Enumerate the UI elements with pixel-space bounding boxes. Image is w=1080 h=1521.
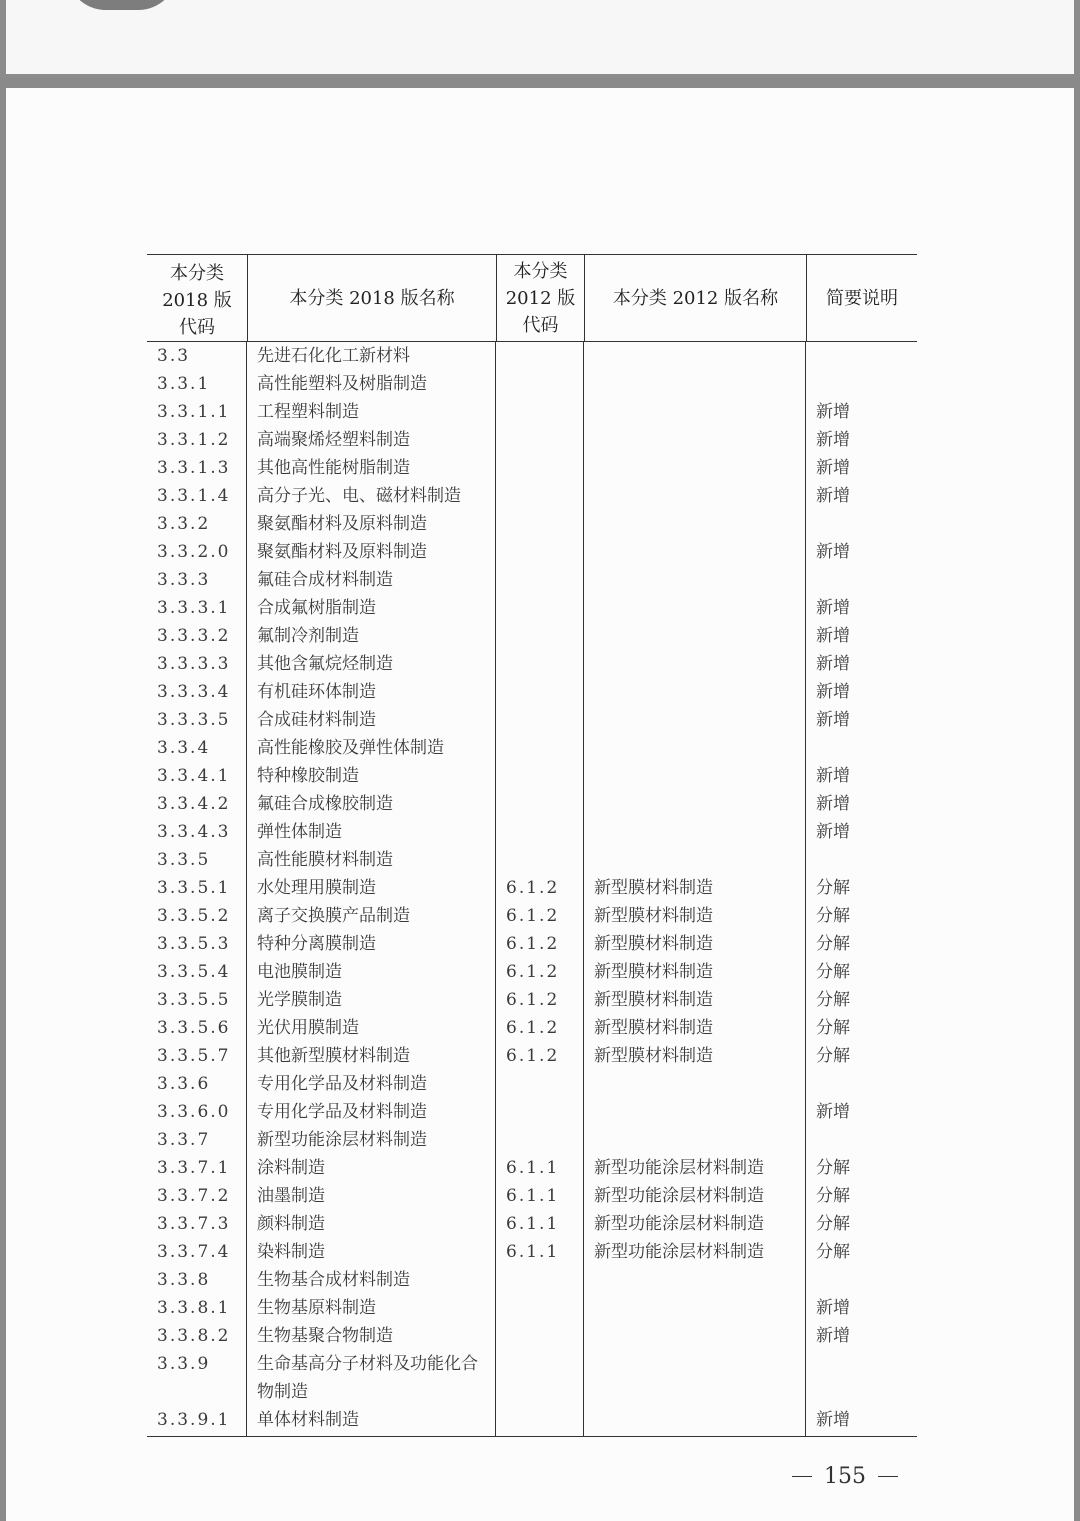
- cell-name-2012: [584, 398, 806, 426]
- cell-name-2018: 专用化学品及材料制造: [257, 1102, 427, 1122]
- cell-name-2018: 特种橡胶制造: [257, 766, 359, 786]
- cell-name-2012: [584, 1294, 806, 1322]
- table-row: [147, 1322, 917, 1350]
- cell-name-2018: 高性能塑料及树脂制造: [257, 374, 427, 394]
- cell-name-2018: 聚氨酯材料及原料制造: [257, 542, 427, 562]
- cell-name-2018: 合成硅材料制造: [257, 710, 376, 730]
- column-divider: [583, 342, 584, 1436]
- table-row: [147, 342, 917, 370]
- cell-code-2018: 3.3.5.4: [157, 962, 231, 982]
- cell-code-2012: 6.1.2: [506, 1018, 560, 1038]
- column-divider: [246, 342, 247, 1436]
- cell-code-2012: 6.1.2: [506, 962, 560, 982]
- cell-note: 新增: [816, 486, 850, 506]
- cell-code-2012: [496, 1098, 584, 1126]
- table-row: [147, 622, 917, 650]
- cell-name-2012: [584, 846, 806, 874]
- table-row: [147, 1182, 917, 1210]
- cell-name-2018: 有机硅环体制造: [257, 682, 376, 702]
- cell-code-2018: 3.3.4.2: [157, 794, 231, 814]
- table-row: [147, 706, 917, 734]
- cell-name-2018: 高端聚烯烃塑料制造: [257, 430, 410, 450]
- cell-note: 新增: [816, 654, 850, 674]
- table-row: [147, 958, 917, 986]
- table-row: [147, 762, 917, 790]
- table-row: [147, 1210, 917, 1238]
- cell-code-2012: 6.1.1: [506, 1158, 560, 1178]
- column-divider: [805, 342, 806, 1436]
- table-row: [147, 538, 917, 566]
- header-note: 简要说明: [806, 255, 917, 341]
- cell-code-2012: 6.1.2: [506, 1046, 560, 1066]
- cell-name-2018: 氟制冷剂制造: [257, 626, 359, 646]
- table-row: [147, 1098, 917, 1126]
- cell-code-2018: 3.3.5.2: [157, 906, 231, 926]
- cell-note: [806, 370, 917, 398]
- cell-code-2012: [496, 678, 584, 706]
- table-row: [147, 1126, 917, 1154]
- table-row: [147, 482, 917, 510]
- cell-name-2018: 生物基原料制造: [257, 1298, 376, 1318]
- cell-name-2012: 新型膜材料制造: [594, 934, 713, 954]
- cell-code-2012: [496, 818, 584, 846]
- cell-note: 新增: [816, 1326, 850, 1346]
- cell-name-2018: 高性能膜材料制造: [257, 850, 393, 870]
- cell-name-2012: 新型膜材料制造: [594, 1018, 713, 1038]
- cell-code-2018: 3.3.3.5: [157, 710, 231, 730]
- table-row: [147, 1294, 917, 1322]
- cell-name-2012: [584, 538, 806, 566]
- cell-name-2012: [584, 678, 806, 706]
- page-number-footer: [780, 1460, 910, 1492]
- cell-name-2012: 新型膜材料制造: [594, 1046, 713, 1066]
- cell-note: 分解: [816, 962, 850, 982]
- cell-name-2018: 涂料制造: [257, 1158, 325, 1178]
- cell-code-2018: 3.3.5.5: [157, 990, 231, 1010]
- cell-code-2018: 3.3: [157, 346, 191, 366]
- table-row: [147, 1042, 917, 1070]
- cell-name-2012: [584, 706, 806, 734]
- table-row: [147, 566, 917, 594]
- cell-code-2012: [496, 482, 584, 510]
- cell-name-2018: 单体材料制造: [257, 1410, 359, 1430]
- table-row: [147, 930, 917, 958]
- cell-name-2018: 水处理用膜制造: [257, 878, 376, 898]
- cell-code-2018: 3.3.4.1: [157, 766, 231, 786]
- cell-code-2012: [496, 1406, 584, 1434]
- cell-name-2018: 油墨制造: [257, 1186, 325, 1206]
- cell-name-2018: 染料制造: [257, 1242, 325, 1262]
- cell-code-2012: [496, 790, 584, 818]
- cell-note: 分解: [816, 990, 850, 1010]
- table-row: [147, 1070, 917, 1098]
- cell-note: 新增: [816, 542, 850, 562]
- cell-code-2018: 3.3.6: [157, 1074, 211, 1094]
- cell-note: [806, 342, 917, 370]
- dash-left: [792, 1476, 812, 1477]
- cell-name-2012: 新型膜材料制造: [594, 990, 713, 1010]
- cell-code-2012: [496, 1266, 584, 1294]
- cell-note: 新增: [816, 430, 850, 450]
- cell-name-2018: 高分子光、电、磁材料制造: [257, 486, 461, 506]
- cell-code-2012: [496, 1350, 584, 1406]
- cell-name-2012: [584, 734, 806, 762]
- cell-code-2018: 3.3.3.3: [157, 654, 231, 674]
- table-row: [147, 874, 917, 902]
- cell-code-2018: 3.3.5.3: [157, 934, 231, 954]
- table-header: [147, 255, 917, 342]
- cell-code-2012: [496, 650, 584, 678]
- cell-code-2018: 3.3.3.2: [157, 626, 231, 646]
- cell-code-2012: [496, 706, 584, 734]
- cell-code-2012: 6.1.1: [506, 1214, 560, 1234]
- cell-note: [806, 566, 917, 594]
- cell-note: [806, 510, 917, 538]
- table-row: [147, 1238, 917, 1266]
- cell-name-2018: 聚氨酯材料及原料制造: [257, 514, 427, 534]
- cell-code-2012: [496, 734, 584, 762]
- cell-code-2018: 3.3.9: [157, 1354, 211, 1374]
- cell-note: 新增: [816, 1298, 850, 1318]
- cell-name-2018: 特种分离膜制造: [257, 934, 376, 954]
- cell-code-2018: 3.3.7: [157, 1130, 211, 1150]
- cell-code-2018: 3.3.8.1: [157, 1298, 231, 1318]
- cell-note: 新增: [816, 766, 850, 786]
- table-body: [147, 342, 917, 1436]
- cell-code-2012: 6.1.1: [506, 1186, 560, 1206]
- table-row: [147, 398, 917, 426]
- table-row: [147, 678, 917, 706]
- cell-code-2018: 3.3.3.4: [157, 682, 231, 702]
- cell-code-2018: 3.3.1: [157, 374, 211, 394]
- dash-right: [878, 1476, 898, 1477]
- cell-code-2012: 6.1.2: [506, 934, 560, 954]
- cell-note: 新增: [816, 598, 850, 618]
- cell-code-2012: [496, 1294, 584, 1322]
- table-row: [147, 986, 917, 1014]
- classification-table: [147, 254, 917, 1437]
- cell-name-2018: 颜料制造: [257, 1214, 325, 1234]
- cell-name-2012: [584, 566, 806, 594]
- table-row: [147, 1406, 917, 1434]
- cell-code-2018: 3.3.7.4: [157, 1242, 231, 1262]
- cell-code-2012: [496, 1126, 584, 1154]
- cell-code-2012: [496, 426, 584, 454]
- cell-note: 分解: [816, 1018, 850, 1038]
- cell-note: 分解: [816, 1242, 850, 1262]
- header-name-2012: 本分类 2012 版名称: [584, 255, 806, 341]
- cell-note: 分解: [816, 878, 850, 898]
- cell-name-2012: [584, 342, 806, 370]
- cell-name-2012: [584, 510, 806, 538]
- cell-name-2012: [584, 594, 806, 622]
- cell-name-2012: 新型膜材料制造: [594, 906, 713, 926]
- cell-code-2018: 3.3.2.0: [157, 542, 231, 562]
- cell-name-2018: 其他高性能树脂制造: [257, 458, 410, 478]
- cell-note: 新增: [816, 1410, 850, 1430]
- table-row: [147, 594, 917, 622]
- cell-note: [806, 1126, 917, 1154]
- table-row: [147, 734, 917, 762]
- cell-code-2018: 3.3.8: [157, 1270, 211, 1290]
- cell-code-2012: [496, 1322, 584, 1350]
- cell-name-2012: [584, 818, 806, 846]
- cell-name-2018: 光伏用膜制造: [257, 1018, 359, 1038]
- cell-code-2018: 3.3.7.2: [157, 1186, 231, 1206]
- page-number: 155: [824, 1463, 866, 1489]
- cell-code-2012: [496, 1070, 584, 1098]
- cell-note: 新增: [816, 794, 850, 814]
- cell-name-2012: 新型功能涂层材料制造: [594, 1214, 764, 1234]
- cell-name-2012: [584, 762, 806, 790]
- cell-note: 分解: [816, 934, 850, 954]
- cell-name-2018: 其他含氟烷烃制造: [257, 654, 393, 674]
- cell-name-2018: 弹性体制造: [257, 822, 342, 842]
- cell-code-2018: 3.3.4: [157, 738, 211, 758]
- cell-name-2018: 专用化学品及材料制造: [257, 1074, 427, 1094]
- cell-note: 新增: [816, 1102, 850, 1122]
- cell-note: [806, 1266, 917, 1294]
- previous-page: [6, 0, 1074, 74]
- cell-name-2012: [584, 1266, 806, 1294]
- cell-code-2018: 3.3.1.1: [157, 402, 231, 422]
- cell-code-2012: [496, 398, 584, 426]
- cell-code-2018: 3.3.7.1: [157, 1158, 231, 1178]
- table-row: [147, 1014, 917, 1042]
- cell-name-2018: 离子交换膜产品制造: [257, 906, 410, 926]
- table-row: [147, 650, 917, 678]
- cell-name-2018: 氟硅合成材料制造: [257, 570, 393, 590]
- cell-code-2012: [496, 370, 584, 398]
- cell-code-2018: 3.3.8.2: [157, 1326, 231, 1346]
- page-tab-decoration: [66, 0, 178, 10]
- cell-code-2018: 3.3.3.1: [157, 598, 231, 618]
- column-divider: [495, 342, 496, 1436]
- cell-code-2018: 3.3.9.1: [157, 1410, 231, 1430]
- table-row: [147, 370, 917, 398]
- cell-name-2012: [584, 370, 806, 398]
- cell-name-2012: [584, 1322, 806, 1350]
- cell-code-2012: 6.1.1: [506, 1242, 560, 1262]
- cell-name-2012: [584, 650, 806, 678]
- cell-note: 分解: [816, 1214, 850, 1234]
- cell-note: 分解: [816, 1046, 850, 1066]
- cell-name-2012: [584, 454, 806, 482]
- table-row: [147, 818, 917, 846]
- cell-code-2012: 6.1.2: [506, 990, 560, 1010]
- cell-code-2018: 3.3.7.3: [157, 1214, 231, 1234]
- header-code-2012: 本分类 2012 版 代码: [496, 255, 584, 341]
- cell-note: 新增: [816, 682, 850, 702]
- cell-name-2012: [584, 622, 806, 650]
- cell-note: 分解: [816, 906, 850, 926]
- cell-name-2012: [584, 790, 806, 818]
- cell-name-2018: 光学膜制造: [257, 990, 342, 1010]
- cell-name-2018: 新型功能涂层材料制造: [257, 1130, 427, 1150]
- table-row: [147, 426, 917, 454]
- table-row: [147, 1350, 917, 1406]
- cell-note: [806, 1070, 917, 1098]
- table-row: [147, 846, 917, 874]
- cell-note: 新增: [816, 822, 850, 842]
- cell-name-2012: 新型膜材料制造: [594, 878, 713, 898]
- cell-name-2012: [584, 1350, 806, 1406]
- cell-code-2012: [496, 342, 584, 370]
- cell-note: 分解: [816, 1186, 850, 1206]
- cell-name-2018: 生物基合成材料制造: [257, 1270, 410, 1290]
- cell-code-2018: 3.3.5: [157, 850, 211, 870]
- cell-note: 新增: [816, 402, 850, 422]
- table-row: [147, 1154, 917, 1182]
- cell-code-2012: [496, 510, 584, 538]
- cell-code-2018: 3.3.5.7: [157, 1046, 231, 1066]
- cell-code-2018: 3.3.5.6: [157, 1018, 231, 1038]
- previous-page-strip: [0, 0, 1080, 78]
- cell-code-2012: 6.1.2: [506, 878, 560, 898]
- cell-name-2012: [584, 482, 806, 510]
- cell-note: [806, 1350, 917, 1406]
- cell-name-2012: 新型膜材料制造: [594, 962, 713, 982]
- cell-code-2018: 3.3.3: [157, 570, 211, 590]
- cell-code-2018: 3.3.6.0: [157, 1102, 231, 1122]
- cell-code-2018: 3.3.1.3: [157, 458, 231, 478]
- cell-name-2018: 生命基高分子材料及功能化合物制造: [257, 1354, 478, 1402]
- cell-code-2012: [496, 538, 584, 566]
- cell-name-2018: 工程塑料制造: [257, 402, 359, 422]
- cell-note: 新增: [816, 710, 850, 730]
- cell-code-2018: 3.3.2: [157, 514, 211, 534]
- cell-code-2012: [496, 594, 584, 622]
- cell-code-2012: [496, 846, 584, 874]
- cell-name-2012: [584, 426, 806, 454]
- cell-name-2012: 新型功能涂层材料制造: [594, 1242, 764, 1262]
- cell-code-2012: [496, 762, 584, 790]
- cell-note: [806, 734, 917, 762]
- cell-note: 分解: [816, 1158, 850, 1178]
- cell-name-2018: 合成氟树脂制造: [257, 598, 376, 618]
- cell-name-2018: 氟硅合成橡胶制造: [257, 794, 393, 814]
- header-code-2018: 本分类 2018 版 代码: [162, 262, 232, 338]
- cell-name-2018: 高性能橡胶及弹性体制造: [257, 738, 444, 758]
- cell-code-2018: 3.3.5.1: [157, 878, 231, 898]
- cell-name-2018: 电池膜制造: [257, 962, 342, 982]
- cell-name-2018: 先进石化化工新材料: [257, 346, 410, 366]
- table-row: [147, 1266, 917, 1294]
- table-row: [147, 454, 917, 482]
- table-row: [147, 790, 917, 818]
- header-name-2018: 本分类 2018 版名称: [247, 255, 496, 341]
- cell-code-2012: [496, 566, 584, 594]
- cell-code-2012: [496, 622, 584, 650]
- cell-name-2018: 其他新型膜材料制造: [257, 1046, 410, 1066]
- cell-name-2012: 新型功能涂层材料制造: [594, 1158, 764, 1178]
- table-row: [147, 902, 917, 930]
- cell-name-2018: 生物基聚合物制造: [257, 1326, 393, 1346]
- cell-code-2012: 6.1.2: [506, 906, 560, 926]
- cell-note: 新增: [816, 626, 850, 646]
- cell-code-2012: [496, 454, 584, 482]
- cell-code-2018: 3.3.4.3: [157, 822, 231, 842]
- cell-name-2012: [584, 1406, 806, 1434]
- cell-code-2018: 3.3.1.2: [157, 430, 231, 450]
- table-row: [147, 510, 917, 538]
- cell-note: [806, 846, 917, 874]
- cell-name-2012: 新型功能涂层材料制造: [594, 1186, 764, 1206]
- cell-name-2012: [584, 1126, 806, 1154]
- cell-code-2018: 3.3.1.4: [157, 486, 231, 506]
- cell-note: 新增: [816, 458, 850, 478]
- cell-name-2012: [584, 1070, 806, 1098]
- cell-name-2012: [584, 1098, 806, 1126]
